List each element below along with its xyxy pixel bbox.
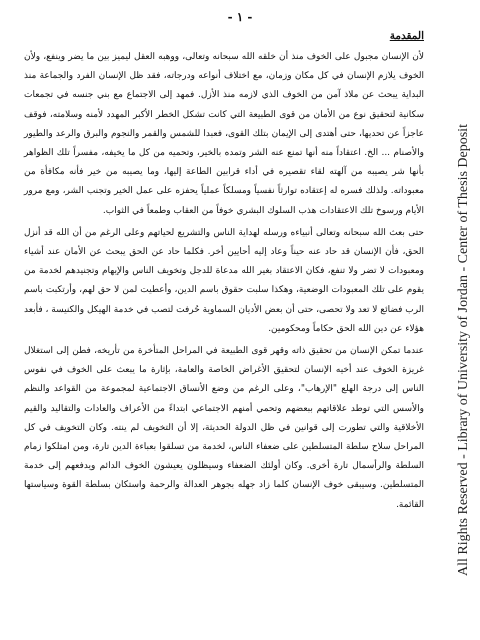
paragraph-1: لأن الإنسان مجبول على الخوف منذ أن خلقه الله سبحانه وتعالى، ووهبه العقل ليميز بين ما يضر وينفع، ولأن الخوف يلازم الإنسان في كل مكان وزمان، مع اختلاف أنواعه ودرجاته، فقد ظل الإنسان الفرد والجماعة منذ البداية يبحث عن ملاذ آمن من الخوف الذي لازمه منذ الأزل. فمهد إلى الاجتماع مع بني جنسه في تجمعات سكانية لتحقيق نوع من الأمان من قوى الطبيعة التي كانت تشكل الخطر الأكبر المهدد لأمنه وسلامته، فوقف عاجزاً عن تحديها، حتى أهتدى إلى الإيمان بتلك القوى، فعبدا للشمس والقمر والنجوم والبرق والرعد والطيور والأصنام ... الخ. اعتقاداً منه أنها تمنع عنه الشر وتمده بالخير، وتحميه من كل ما يخيفه، مفسراً تلك الظواهر بأنها شر يصيبه من آلهته لقاء تقصيره في أداء قرابين الطاعة إليها، وما يصيبه من خير فأنه مكافأة من معبوداته. ولذلك فسره له إعتقاده توارثاً نفسياً ومسلكاً عملياً يحفزه على عمل الخير وتجنب الشر، ومع مرور الأيام ورسوخ تلك الاعتقادات هذب السلوك البشري خوفاً من العقاب وطمعاً في الثواب. xyxy=(24,52,424,216)
watermark-text: All Rights Reserved - Library of University of Jordan - Center of Thesis Deposit xyxy=(456,124,471,576)
section-title: المقدمة xyxy=(389,30,424,42)
paragraph-2: حتى بعث الله سبحانه وتعالى أنبياءه ورسله لهداية الناس والتشريع لحياتهم وعلى الرغم من أن الله قد أنزل الحق، فأن الإنسان قد حاد عنه حيناً وعاد إليه أحايين أخر. فكلما حاد عن الحق يبحث عن الأمان عند أشياء ومعبودات لا تضر ولا تنفع، فكان الاعتقاد بغير الله مدعاة للدجل وتخويف الناس والإيهام وتجنيدهم لخدمة من يقوم على تلك المعبودات الوضعية، وهكذا سلبت حقوق باسم الدين، وأعطيت لمن لا حق لهم، وأرتكبت باسم الرب فضائع لا تعد ولا تحصى، حتى أن بعض الأديان السماوية حُرفت لتصب في خدمة الهيكل والكنيسة ، فأبعد هؤلاء عن دين الله الحق حكاماً ومحكومين. xyxy=(24,227,424,334)
page-number: - ١ - xyxy=(227,10,253,24)
document-body xyxy=(24,30,424,518)
copyright-watermark xyxy=(450,90,478,610)
paragraph-3: عندما تمكن الإنسان من تحقيق ذاته وقهر قوى الطبيعة في المراحل المتأخرة من تأريخه، فطن إلى استغلال غريزة الخوف عند أخيه الإنسان لتحقيق الأغراض الخاصة والعامة، بإثارة ما يبعث على الخوف في نفوس الناس إلى درجة الهلع "الإرهاب"، وعلى الرغم من وضع الأنساق الاجتماعية لمجموعة من القواعد والنظم والأسس التي توطد علاقاتهم ببعضهم وتحمي أمنهم الاجتماعي ابتداءً من الأعراف والعادات والتقاليد والقيم الأخلاقية والتي تطورت إلى قوانين في ظل الدولة الحديثة، إلا أن التخويف لم ينته. وكان التخويف في كل المراحل سلاح سلطة المتسلطين على ضعفاء الناس، لخدمة من تسلقوا بعباءة الدين تارة، ومن امتلكوا زمام السلطة والرأسمال تارة أخرى. وكان أولئك الضعفاء وسيظلون يعيشون الخوف الدائم ويدفعهم إلى خدمة المتسلطين. وسيبقى خوف الإنسان كلما زاد جهله بجوهر العدالة والرحمة واستكان بسلطة القوة وسياستها القائمة. xyxy=(24,346,424,510)
